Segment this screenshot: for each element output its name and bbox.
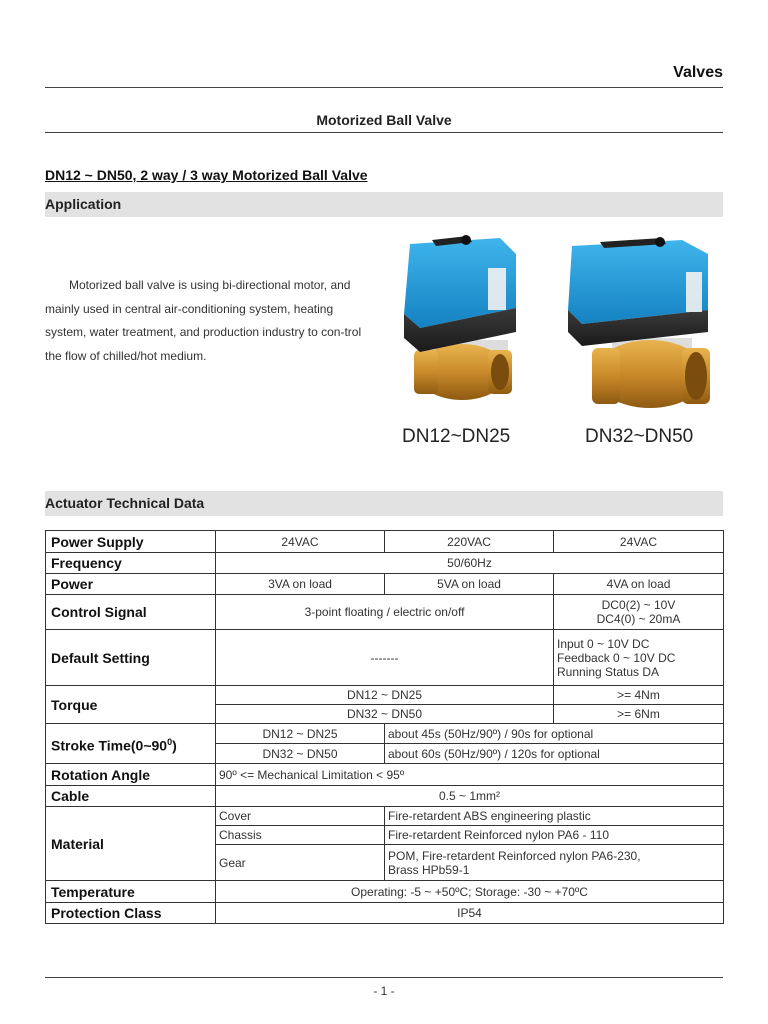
actuator-spec-table: [45, 530, 724, 924]
subtitle-divider: [45, 132, 723, 133]
row-label: Rotation Angle: [46, 764, 216, 786]
cell: Gear: [216, 845, 385, 881]
row-label: Power Supply: [46, 531, 216, 553]
table-row: [46, 764, 724, 786]
cell: >= 4Nm: [554, 686, 724, 705]
actuator-heading: Actuator Technical Data: [45, 495, 205, 511]
valve-large: [568, 237, 710, 408]
valve-small: [404, 235, 516, 400]
table-row: [46, 686, 724, 705]
cell: 3-point floating / electric on/off: [216, 595, 554, 630]
stroke-label-close: ): [172, 737, 177, 754]
cell: 24VAC: [216, 531, 385, 553]
actuator-section-bar: [45, 491, 723, 516]
footer-divider: [45, 977, 723, 978]
cell: >= 6Nm: [554, 705, 724, 724]
cell-line: Feedback 0 ~ 10V DC: [557, 650, 676, 665]
cell-line: Running Status DA: [557, 664, 660, 679]
table-row: [46, 807, 724, 826]
application-text: Motorized ball valve is using bi-directional motor, and mainly used in central air-conditioning system, heating system, water treatment, and production industry to con-trol the flow of chilled/hot medium.: [45, 278, 362, 363]
header-title: Valves: [673, 64, 723, 81]
cell: [385, 845, 724, 881]
page-number: - 1 -: [373, 984, 395, 998]
row-label: Material: [46, 807, 216, 881]
cell: Fire-retardent ABS engineering plastic: [385, 807, 724, 826]
cell-line: DC4(0) ~ 20mA: [596, 612, 681, 626]
product-heading: DN12 ~ DN50, 2 way / 3 way Motorized Ball Valve: [45, 167, 368, 183]
header-divider: [45, 87, 723, 88]
application-section-bar: [45, 192, 723, 217]
cell: 50/60Hz: [216, 553, 724, 574]
table-row: [46, 724, 724, 744]
cell: [554, 595, 724, 630]
cell: Chassis: [216, 826, 385, 845]
row-label: Cable: [46, 786, 216, 807]
table-row: [46, 903, 724, 924]
cell: Cover: [216, 807, 385, 826]
row-label: [46, 724, 216, 764]
cell: DN32 ~ DN50: [216, 705, 554, 724]
cell-line: Brass HPb59-1: [388, 862, 470, 877]
cell: 90º <= Mechanical Limitation < 95º: [216, 764, 724, 786]
cell: 3VA on load: [216, 574, 385, 595]
row-label: Default Setting: [46, 630, 216, 686]
table-row: [46, 595, 724, 630]
cell: 5VA on load: [385, 574, 554, 595]
application-description: [45, 274, 367, 368]
table-row: [46, 553, 724, 574]
cell: DN12 ~ DN25: [216, 686, 554, 705]
row-label: Temperature: [46, 881, 216, 903]
cell: about 60s (50Hz/90º) / 120s for optional: [385, 744, 724, 764]
image-label-large: DN32~DN50: [585, 426, 694, 447]
valve-illustrations: [380, 232, 725, 422]
table-row: [46, 531, 724, 553]
row-label: Power: [46, 574, 216, 595]
table-row: [46, 786, 724, 807]
cell: Fire-retardent Reinforced nylon PA6 - 110: [385, 826, 724, 845]
cell: 4VA on load: [554, 574, 724, 595]
stroke-label-sup: 0: [167, 736, 173, 747]
cell-line: POM, Fire-retardent Reinforced nylon PA6-230,: [388, 848, 641, 863]
image-label-small: DN12~DN25: [402, 426, 511, 447]
cell: DN12 ~ DN25: [216, 724, 385, 744]
table-row: [46, 630, 724, 686]
cell-line: DC0(2) ~ 10V: [601, 598, 676, 612]
row-label: Frequency: [46, 553, 216, 574]
cell: DN32 ~ DN50: [216, 744, 385, 764]
cell: Operating: -5 ~ +50ºC; Storage: -30 ~ +70ºC: [216, 881, 724, 903]
row-label: Torque: [46, 686, 216, 724]
cell-line: Input 0 ~ 10V DC: [557, 636, 650, 651]
row-label: Protection Class: [46, 903, 216, 924]
product-images: [380, 232, 725, 452]
row-label: Control Signal: [46, 595, 216, 630]
cell: 0.5 ~ 1mm²: [216, 786, 724, 807]
cell: 24VAC: [554, 531, 724, 553]
stroke-label: Stroke Time(0~90: [51, 737, 168, 754]
table-row: [46, 881, 724, 903]
cell: about 45s (50Hz/90º) / 90s for optional: [385, 724, 724, 744]
cell: IP54: [216, 903, 724, 924]
cell: [554, 630, 724, 686]
application-heading: Application: [45, 196, 122, 212]
cell: 220VAC: [385, 531, 554, 553]
cell: -------: [216, 630, 554, 686]
table-row: [46, 574, 724, 595]
page-subtitle: Motorized Ball Valve: [316, 112, 452, 128]
